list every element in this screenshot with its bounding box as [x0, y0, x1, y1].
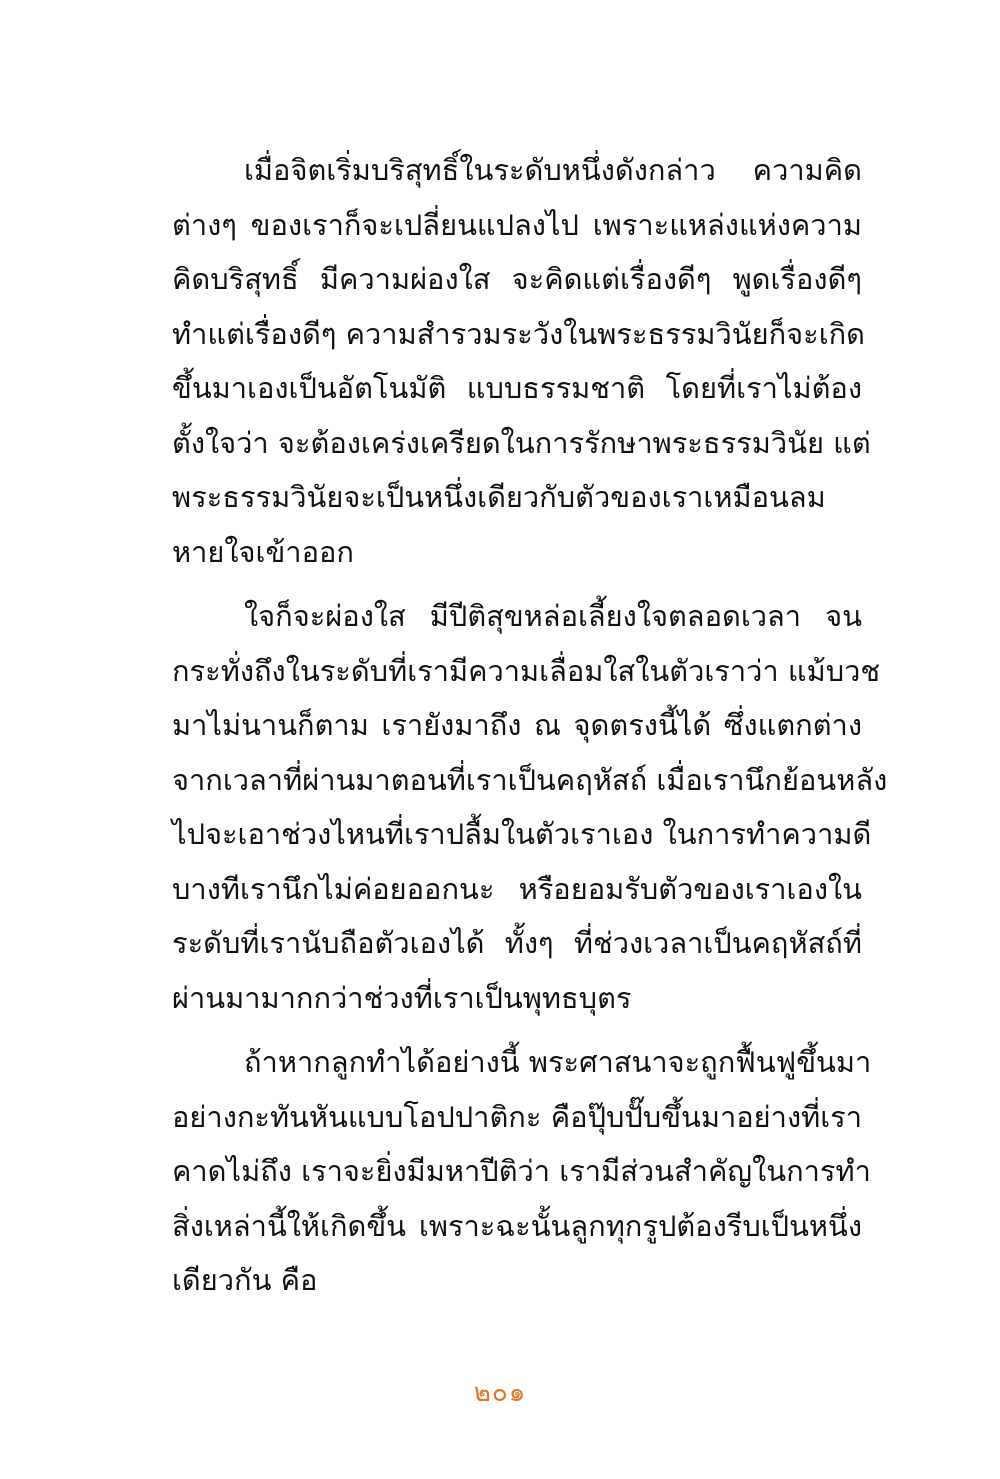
body-text: [172, 143, 888, 1308]
paragraph-line: ไปจะเอาช่วงไหนที่เราปลื้มในตัวเราเอง ในการทำความดี: [172, 817, 872, 851]
paragraph-line: ระดับที่เรานับถือตัวเองได้ ทั้งๆ ที่ช่วงเวลาเป็นคฤหัสถ์ที่: [172, 926, 862, 960]
paragraph-line: มาไม่นานก็ตาม เรายังมาถึง ณ จุดตรงนี้ได้ ซึ่งแตกต่าง: [172, 708, 862, 742]
paragraph-line: สิ่งเหล่านี้ให้เกิดขึ้น เพราะฉะนั้นลูกทุกรูปต้องรีบเป็นหนึ่ง: [172, 1208, 862, 1243]
paragraph-line: ทำแต่เรื่องดีๆ ความสำรวมระวังในพระธรรมวินัยก็จะเกิด: [172, 316, 866, 351]
paragraph-2: [172, 589, 888, 1025]
paragraph-line: อย่างกะทันหันแบบโอปปาติกะ คือปุ๊บปั๊บขึ้นมาอย่างที่เรา: [172, 1099, 862, 1134]
paragraph-1: [172, 143, 871, 579]
paragraph-line: ผ่านมามากกว่าช่วงที่เราเป็นพุทธบุตร: [172, 980, 632, 1015]
paragraph-line: ตั้งใจว่า จะต้องเคร่งเครียดในการรักษาพระธรรมวินัย แต่: [172, 425, 871, 460]
paragraph-line: ถ้าหากลูกทำได้อย่างนี้ พระศาสนาจะถูกฟื้นฟูขึ้นมา: [244, 1045, 872, 1079]
paragraph-line: เมื่อจิตเริ่มบริสุทธิ์ในระดับหนึ่งดังกล่าว ความคิด: [244, 153, 862, 187]
paragraph-line: เดียวกัน คือ: [172, 1263, 318, 1297]
paragraph-line: ใจก็จะผ่องใส มีปีติสุขหล่อเลี้ยงใจตลอดเวลา จน: [244, 599, 862, 633]
paragraph-line: บางทีเรานึกไม่ค่อยออกนะ หรือยอมรับตัวของเราเองใน: [172, 871, 862, 906]
paragraph-3: [172, 1035, 872, 1308]
paragraph-spacer: [172, 1025, 862, 1035]
paragraph-line: หายใจเข้าออก: [172, 534, 354, 569]
paragraph-line: ขึ้นมาเองเป็นอัตโนมัติ แบบธรรมชาติ โดยที่เราไม่ต้อง: [172, 371, 862, 405]
paragraph-line: คาดไม่ถึง เราจะยิ่งมีมหาปีติว่า เรามีส่วนสำคัญในการทำ: [172, 1154, 871, 1188]
paragraph-line: กระทั่งถึงในระดับที่เรามีความเลื่อมใสในตัวเราว่า แม้บวช: [172, 653, 881, 688]
paragraph-line: ต่างๆ ของเราก็จะเปลี่ยนแปลงไป เพราะแหล่งแห่งความ: [172, 207, 862, 242]
paragraph-spacer: [172, 579, 862, 589]
page-number: ๒๐๑: [473, 1378, 527, 1408]
paragraph-line: พระธรรมวินัยจะเป็นหนึ่งเดียวกับตัวของเราเหมือนลม: [172, 480, 826, 514]
paragraph-line: จากเวลาที่ผ่านมาตอนที่เราเป็นคฤหัสถ์ เมื่อเรานึกย้อนหลัง: [172, 762, 888, 797]
paragraph-line: คิดบริสุทธิ์ มีความผ่องใส จะคิดแต่เรื่องดีๆ พูดเรื่องดีๆ: [172, 262, 862, 296]
